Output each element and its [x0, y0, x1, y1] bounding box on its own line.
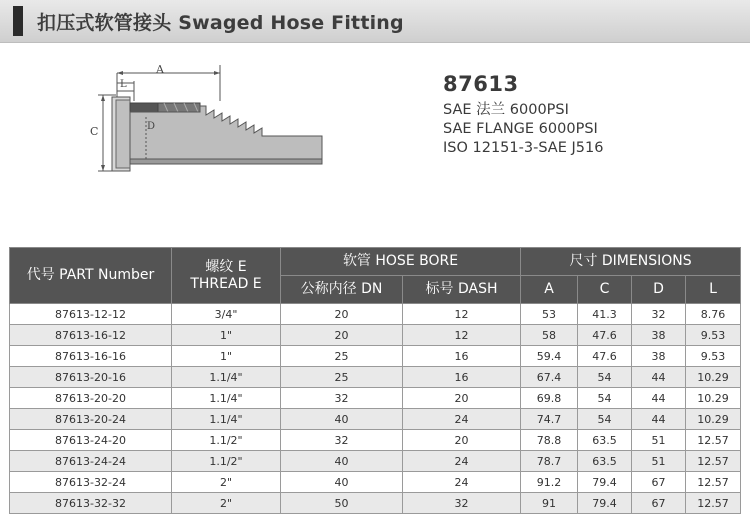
cell-l: 9.53 — [686, 325, 741, 346]
cell-l: 12.57 — [686, 430, 741, 451]
dimensions-table — [9, 247, 741, 514]
dimension-c-label: C — [90, 125, 99, 138]
cell-dash: 24 — [403, 472, 521, 493]
cell-d: 38 — [632, 325, 686, 346]
table-row — [10, 493, 741, 514]
cell-d: 38 — [632, 346, 686, 367]
header-dim-a: A — [521, 276, 578, 304]
header-hose-bore: 软管 HOSE BORE — [281, 248, 521, 276]
cell-a: 78.8 — [521, 430, 578, 451]
cell-dn: 25 — [281, 346, 403, 367]
cell-dash: 32 — [403, 493, 521, 514]
cell-dn: 32 — [281, 430, 403, 451]
cell-d: 44 — [632, 367, 686, 388]
cell-a: 58 — [521, 325, 578, 346]
cell-thread: 2" — [172, 472, 281, 493]
cell-l: 8.76 — [686, 304, 741, 325]
spec-line: ISO 12151-3-SAE J516 — [443, 140, 604, 156]
cell-part: 87613-20-24 — [10, 409, 172, 430]
cell-l: 12.57 — [686, 451, 741, 472]
cell-a: 74.7 — [521, 409, 578, 430]
cell-thread: 1" — [172, 325, 281, 346]
cell-part: 87613-32-24 — [10, 472, 172, 493]
spec-line: SAE FLANGE 6000PSI — [443, 121, 598, 137]
cell-part: 87613-24-20 — [10, 430, 172, 451]
cell-c: 79.4 — [578, 472, 632, 493]
cell-dn: 20 — [281, 325, 403, 346]
cell-d: 44 — [632, 388, 686, 409]
cell-part: 87613-16-12 — [10, 325, 172, 346]
header-accent-block — [13, 6, 23, 36]
cell-dn: 20 — [281, 304, 403, 325]
table-row — [10, 367, 741, 388]
table-row — [10, 304, 741, 325]
cell-l: 12.57 — [686, 472, 741, 493]
cell-dash: 20 — [403, 388, 521, 409]
cell-d: 67 — [632, 493, 686, 514]
cell-l: 10.29 — [686, 388, 741, 409]
header-part-number: 代号 PART Number — [10, 248, 172, 304]
cell-part: 87613-12-12 — [10, 304, 172, 325]
cell-a: 91 — [521, 493, 578, 514]
cell-a: 67.4 — [521, 367, 578, 388]
cell-part: 87613-20-16 — [10, 367, 172, 388]
cell-thread: 1.1/4" — [172, 367, 281, 388]
cell-c: 41.3 — [578, 304, 632, 325]
cell-thread: 1.1/4" — [172, 409, 281, 430]
cell-thread: 3/4" — [172, 304, 281, 325]
cell-dash: 12 — [403, 325, 521, 346]
header-thread-line2: THREAD E — [190, 275, 262, 292]
cell-thread: 1.1/2" — [172, 430, 281, 451]
cell-l: 10.29 — [686, 367, 741, 388]
cell-c: 47.6 — [578, 325, 632, 346]
header-dim-l: L — [686, 276, 741, 304]
dimension-d-label: D — [147, 121, 156, 132]
cell-thread: 1.1/4" — [172, 388, 281, 409]
cell-dash: 12 — [403, 304, 521, 325]
table-row — [10, 409, 741, 430]
fitting-drawing — [86, 55, 346, 195]
cell-c: 63.5 — [578, 451, 632, 472]
cell-c: 54 — [578, 388, 632, 409]
header-dash: 标号 DASH — [403, 276, 521, 304]
dimension-l-label: L — [120, 79, 127, 90]
cell-dash: 20 — [403, 430, 521, 451]
cell-part: 87613-20-20 — [10, 388, 172, 409]
cell-part: 87613-32-32 — [10, 493, 172, 514]
header-bar — [0, 0, 750, 43]
cell-thread: 2" — [172, 493, 281, 514]
header-dim-c: C — [578, 276, 632, 304]
cell-part: 87613-24-24 — [10, 451, 172, 472]
table-row — [10, 451, 741, 472]
cell-dash: 24 — [403, 451, 521, 472]
dimension-a-label: A — [156, 63, 164, 76]
spec-line: SAE 法兰 6000PSI — [443, 102, 569, 118]
cell-d: 51 — [632, 451, 686, 472]
spec-lines — [443, 101, 603, 158]
cell-dn: 50 — [281, 493, 403, 514]
cell-dn: 25 — [281, 367, 403, 388]
cell-a: 53 — [521, 304, 578, 325]
header-dimensions: 尺寸 DIMENSIONS — [521, 248, 741, 276]
cell-a: 59.4 — [521, 346, 578, 367]
page-title: 扣压式软管接头 Swaged Hose Fitting — [37, 12, 404, 34]
header-dim-d: D — [632, 276, 686, 304]
cell-d: 32 — [632, 304, 686, 325]
cell-a: 91.2 — [521, 472, 578, 493]
cell-d: 51 — [632, 430, 686, 451]
cell-c: 54 — [578, 409, 632, 430]
cell-thread: 1" — [172, 346, 281, 367]
table-row — [10, 388, 741, 409]
cell-c: 63.5 — [578, 430, 632, 451]
cell-a: 78.7 — [521, 451, 578, 472]
product-spec — [443, 72, 603, 158]
cell-dash: 16 — [403, 367, 521, 388]
cell-dn: 40 — [281, 472, 403, 493]
cell-part: 87613-16-16 — [10, 346, 172, 367]
cell-c: 54 — [578, 367, 632, 388]
cell-d: 44 — [632, 409, 686, 430]
table-row — [10, 430, 741, 451]
table-row — [10, 346, 741, 367]
part-number-heading: 87613 — [443, 72, 519, 96]
cell-dash: 16 — [403, 346, 521, 367]
cell-thread: 1.1/2" — [172, 451, 281, 472]
header-thread-line1: 螺纹 E — [205, 258, 247, 275]
cell-d: 67 — [632, 472, 686, 493]
cell-c: 79.4 — [578, 493, 632, 514]
cell-dn: 40 — [281, 409, 403, 430]
cell-l: 9.53 — [686, 346, 741, 367]
table-row — [10, 472, 741, 493]
cell-a: 69.8 — [521, 388, 578, 409]
cell-dn: 40 — [281, 451, 403, 472]
table-row — [10, 325, 741, 346]
cell-c: 47.6 — [578, 346, 632, 367]
header-dn: 公称内径 DN — [281, 276, 403, 304]
cell-l: 12.57 — [686, 493, 741, 514]
cell-dn: 32 — [281, 388, 403, 409]
cell-l: 10.29 — [686, 409, 741, 430]
header-thread — [172, 248, 281, 304]
cell-dash: 24 — [403, 409, 521, 430]
